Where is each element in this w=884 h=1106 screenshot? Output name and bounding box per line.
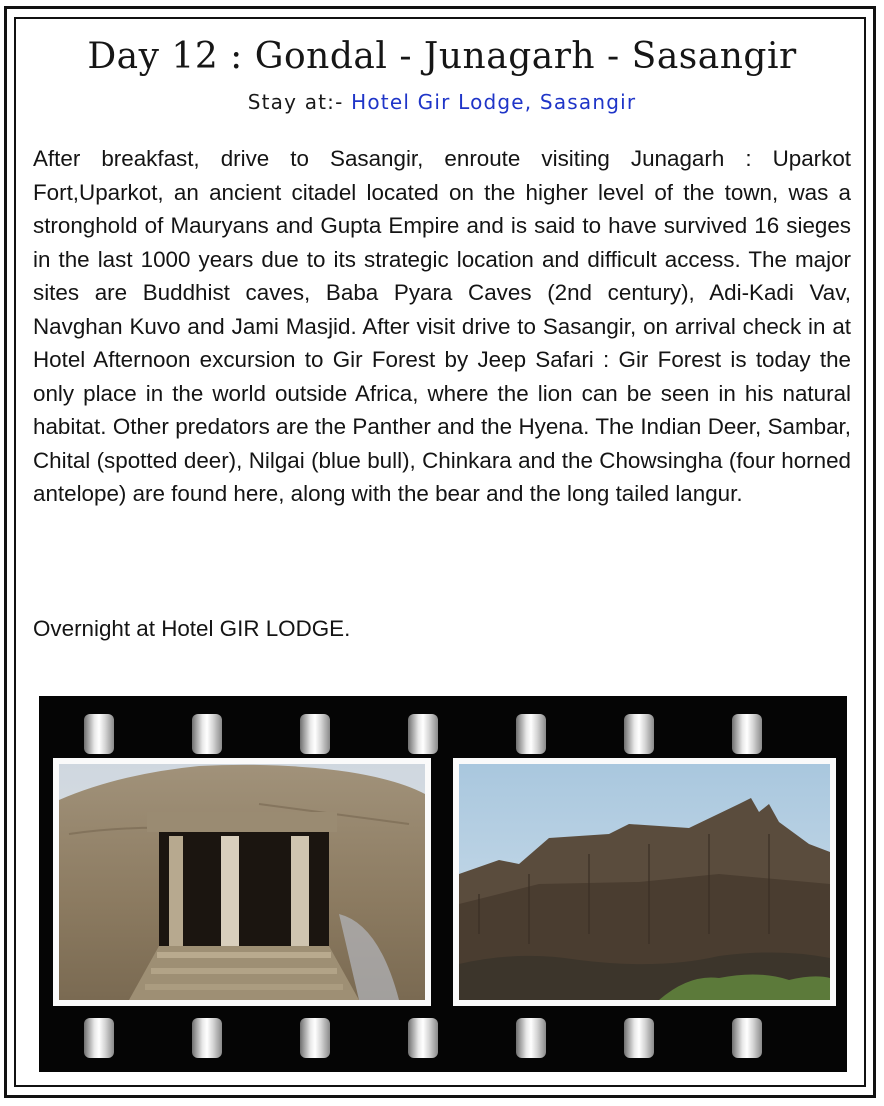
sprocket-hole [624,714,654,754]
sprocket-hole [300,1018,330,1058]
itinerary-description [33,142,851,511]
cave-image [59,764,425,1000]
cave-photo [53,758,431,1006]
stay-hotel-name: Hotel Gir Lodge, Sasangir [351,90,637,114]
sprocket-hole [732,1018,762,1058]
fort-image [459,764,830,1000]
sprocket-hole [84,714,114,754]
page-title: Day 12 : Gondal - Junagarh - Sasangir [87,36,797,77]
sprocket-hole [192,714,222,754]
fort-photo [453,758,836,1006]
stay-label: Stay at:- [247,90,352,114]
filmstrip-photo-frame [39,696,847,1072]
sprocket-hole [408,1018,438,1058]
overnight-note: Overnight at Hotel GIR LODGE. [33,616,351,641]
sprocket-hole [624,1018,654,1058]
sprocket-hole [192,1018,222,1058]
sprocket-hole [516,714,546,754]
sprocket-hole [84,1018,114,1058]
filmstrip-perforations-bottom [39,1018,847,1062]
itinerary-paragraph: After breakfast, drive to Sasangir, enroute visiting Junagarh : Uparkot Fort,Uparkot, an ancient citadel located on the higher level of the town, was a stronghold of Mauryans and Gupta Empire and is said to have survived 16 sieges in the last 1000 years due to its strategic location and difficult access. The major sites are Buddhist caves, Baba Pyara Caves (2nd century), Adi-Kadi Vav, Navghan Kuvo and Jami Masjid. After visit drive to Sasangir, on arrival check in at Hotel Afternoon excursion to Gir Forest by Jeep Safari : Gir Forest is today the only place in the world outside Africa, where the lion can be seen in his natural habitat. Other predators are the Panther and the Hyena. The Indian Deer, Sambar, Chital (spotted deer), Nilgai (blue bull), Chinkara and the Chowsingha (four horned antelope) are found here, along with the bear and the long tailed langur. [33,146,851,506]
sprocket-hole [516,1018,546,1058]
filmstrip-perforations-top [39,714,847,758]
sprocket-hole [408,714,438,754]
stay-line [0,90,884,114]
sprocket-hole [300,714,330,754]
sprocket-hole [732,714,762,754]
